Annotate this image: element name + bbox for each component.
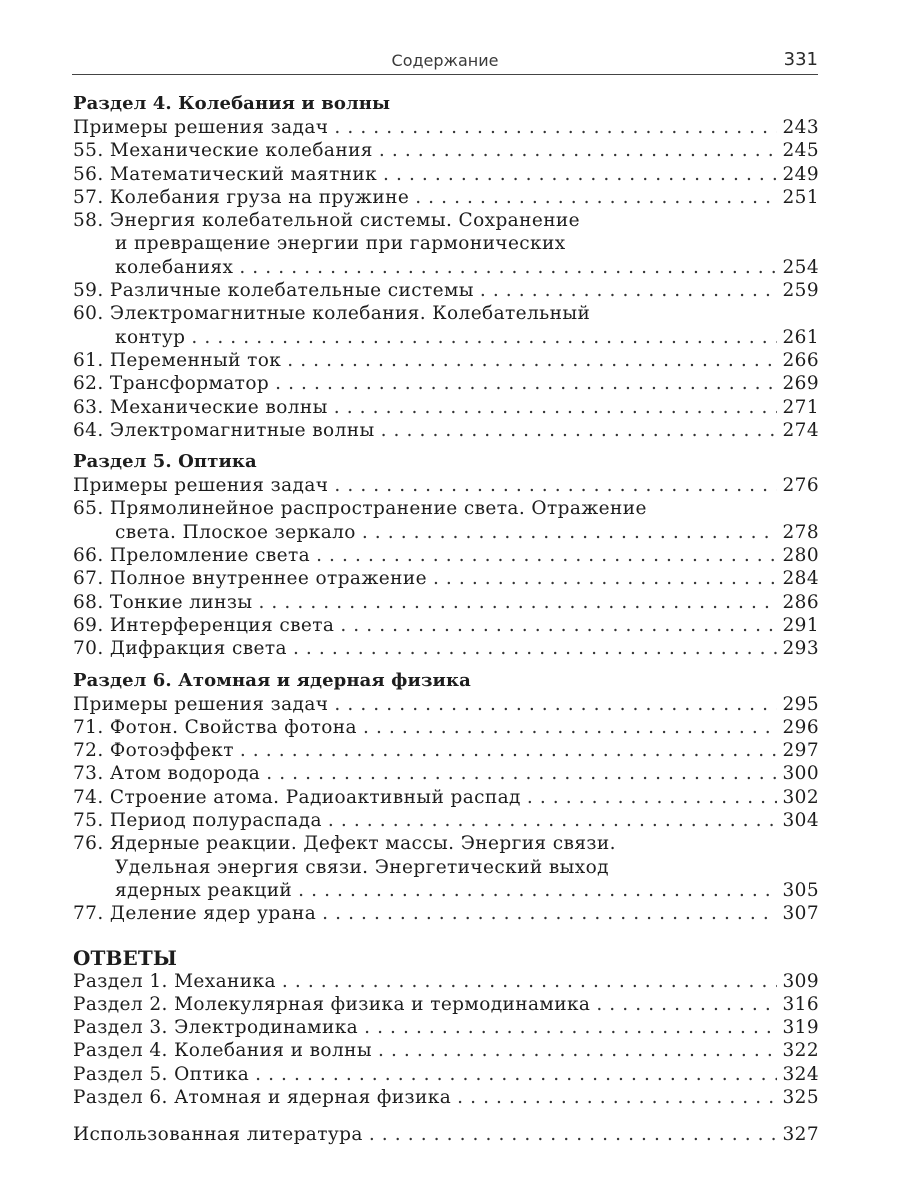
toc-entry-text: и превращение энергии при гармонических	[115, 233, 566, 255]
toc-entry-text: 73. Атом водорода	[73, 763, 261, 785]
toc-entry[interactable]	[73, 302, 819, 349]
answers-section	[73, 946, 819, 1110]
toc-entry-text: контур	[115, 326, 186, 348]
running-header	[72, 48, 818, 75]
dot-leader	[409, 186, 777, 209]
toc-entry-text: 65. Прямолинейное распространение света. Отражение	[73, 498, 647, 520]
dot-leader	[521, 786, 777, 809]
toc-entry-text: 72. Фотоэффект	[73, 740, 234, 762]
toc-entry-page: 266	[782, 349, 819, 371]
dot-leader	[185, 326, 777, 349]
toc-entry-page: 309	[782, 970, 819, 992]
toc-entry[interactable]	[73, 186, 819, 209]
dot-leader	[287, 637, 777, 660]
toc-entry[interactable]	[73, 1123, 819, 1146]
dot-leader	[328, 693, 777, 716]
toc-entry-page: 291	[782, 614, 819, 636]
header-title: Содержание	[391, 51, 499, 70]
toc-entry-text: 77. Деление ядер урана	[73, 903, 317, 925]
toc-entry-page: 274	[782, 419, 819, 441]
dot-leader	[316, 902, 777, 925]
section-5-entries	[73, 474, 819, 660]
dot-leader	[292, 879, 777, 902]
dot-leader	[372, 1039, 777, 1062]
toc-entry[interactable]	[73, 970, 819, 993]
toc-entry[interactable]	[73, 993, 819, 1016]
toc-entry-page: 304	[782, 810, 819, 832]
toc-entry-text: Удельная энергия связи. Энергетический выход	[115, 856, 609, 878]
toc-entry[interactable]	[73, 693, 819, 716]
toc-entry[interactable]	[73, 1039, 819, 1062]
section-6	[73, 669, 819, 926]
dot-leader	[260, 762, 777, 785]
dot-leader	[328, 116, 777, 139]
toc-entry-text: света. Плоское зеркало	[115, 521, 356, 543]
dot-leader	[373, 139, 777, 162]
dot-leader	[234, 739, 777, 762]
toc-entry[interactable]	[73, 614, 819, 637]
toc-entry-text: 71. Фотон. Свойства фотона	[73, 716, 357, 738]
section-6-entries	[73, 693, 819, 926]
toc-entry-page: 284	[782, 568, 819, 590]
toc-entry-page: 245	[782, 140, 819, 162]
toc-entry-page: 296	[782, 716, 819, 738]
toc-entry-text: 59. Различные колебательные системы	[73, 280, 474, 302]
toc-entry-text: 67. Полное внутреннее отражение	[73, 568, 427, 590]
toc-entry-text: Раздел 3. Электродинамика	[73, 1017, 359, 1039]
toc-entry-page: 316	[782, 993, 819, 1015]
toc-entry-page: 322	[782, 1040, 819, 1062]
toc-entry-page: 327	[782, 1124, 819, 1146]
dot-leader	[322, 809, 777, 832]
literature-entries	[73, 1123, 819, 1146]
toc-entry[interactable]	[73, 419, 819, 442]
section-4-title: Раздел 4. Колебания и волны	[73, 93, 391, 114]
dot-leader	[474, 279, 777, 302]
dot-leader	[451, 1086, 777, 1109]
toc-entry-page: 302	[782, 786, 819, 808]
toc-entry[interactable]	[73, 1016, 819, 1039]
toc-entry-text: 57. Колебания груза на пружине	[73, 186, 410, 208]
dot-leader	[249, 1063, 777, 1086]
toc-entry-page: 300	[782, 763, 819, 785]
toc-entry-page: 261	[782, 326, 819, 348]
toc-entry-page: 286	[782, 591, 819, 613]
toc-entry-text: ядерных реакций	[115, 879, 293, 901]
toc-entry-page: 293	[782, 638, 819, 660]
toc-entry[interactable]	[73, 786, 819, 809]
section-5	[73, 450, 819, 660]
toc-entry[interactable]	[73, 474, 819, 497]
section-4	[73, 92, 819, 442]
toc-entry-page: 278	[782, 521, 819, 543]
toc-entry[interactable]	[73, 1063, 819, 1086]
toc-entry-text: колебаниях	[115, 256, 234, 278]
toc-entry[interactable]	[73, 349, 819, 372]
toc-entry-page: 276	[782, 475, 819, 497]
dot-leader	[375, 419, 777, 442]
toc-entry-text: 63. Механические волны	[73, 396, 328, 418]
dot-leader	[377, 163, 777, 186]
toc-entry-page: 271	[782, 396, 819, 418]
toc-entry[interactable]	[73, 637, 819, 660]
dot-leader	[427, 567, 777, 590]
toc-entry-text: Примеры решения задач	[73, 475, 329, 497]
toc-entry-text: Раздел 6. Атомная и ядерная физика	[73, 1086, 452, 1108]
dot-leader	[356, 521, 777, 544]
toc-entry-text: 60. Электромагнитные колебания. Колебательный	[73, 303, 591, 325]
answers-title: ОТВЕТЫ	[73, 945, 177, 970]
section-4-entries	[73, 116, 819, 442]
header-page-number: 331	[783, 49, 818, 70]
toc-entry[interactable]	[73, 716, 819, 739]
toc-entry-text: 70. Дифракция света	[73, 638, 287, 660]
dot-leader	[363, 1123, 777, 1146]
literature-section	[73, 1123, 819, 1146]
toc-entry-text: 55. Механические колебания	[73, 140, 373, 162]
dot-leader	[269, 372, 777, 395]
section-6-title: Раздел 6. Атомная и ядерная физика	[73, 669, 471, 691]
toc-entry-page: 295	[782, 693, 819, 715]
toc-entry-text: Раздел 1. Механика	[73, 970, 276, 992]
dot-leader	[358, 1016, 777, 1039]
toc-entry-page: 319	[782, 1017, 819, 1039]
dot-leader	[334, 614, 777, 637]
section-5-title: Раздел 5. Оптика	[73, 451, 257, 473]
table-of-contents	[73, 92, 819, 1147]
toc-entry-text: 66. Преломление света	[73, 545, 311, 567]
toc-entry[interactable]	[73, 591, 819, 614]
toc-entry[interactable]	[73, 372, 819, 395]
toc-entry-text: Раздел 2. Молекулярная физика и термодинамика	[73, 993, 591, 1015]
dot-leader	[281, 349, 777, 372]
toc-entry[interactable]	[73, 279, 819, 302]
toc-entry-text: Раздел 5. Оптика	[73, 1063, 250, 1085]
toc-entry-page: 324	[782, 1063, 819, 1085]
toc-entry[interactable]	[73, 739, 819, 762]
dot-leader	[252, 591, 777, 614]
toc-entry-text: 76. Ядерные реакции. Дефект массы. Энергия связи.	[73, 833, 616, 855]
toc-entry-text: 61. Переменный ток	[73, 349, 282, 371]
toc-entry-page: 325	[782, 1086, 819, 1108]
toc-entry-text: Примеры решения задач	[73, 117, 329, 138]
answers-entries	[73, 970, 819, 1110]
toc-entry-text: Примеры решения задач	[73, 693, 329, 715]
toc-entry-text: 75. Период полураспада	[73, 810, 322, 832]
dot-leader	[276, 970, 777, 993]
toc-entry-page: 254	[782, 256, 819, 278]
toc-entry-page: 243	[782, 117, 819, 138]
toc-entry[interactable]	[73, 163, 819, 186]
toc-entry-page: 297	[782, 740, 819, 762]
toc-entry-page: 259	[782, 280, 819, 302]
toc-entry[interactable]	[73, 544, 819, 567]
toc-entry-text: Раздел 4. Колебания и волны	[73, 1040, 372, 1062]
toc-entry-page: 249	[782, 163, 819, 185]
toc-entry-text: 69. Интерференция света	[73, 614, 335, 636]
dot-leader	[233, 256, 777, 279]
toc-entry-text: 68. Тонкие линзы	[73, 591, 253, 613]
toc-entry-text: 58. Энергия колебательной системы. Сохранение	[73, 210, 581, 232]
toc-entry[interactable]	[73, 209, 819, 279]
toc-entry-text: 56. Математический маятник	[73, 163, 378, 185]
toc-entry-text: 62. Трансформатор	[73, 373, 270, 395]
toc-entry[interactable]	[73, 1086, 819, 1109]
toc-entry[interactable]	[73, 809, 819, 832]
toc-entry[interactable]	[73, 902, 819, 925]
dot-leader	[328, 396, 777, 419]
dot-leader	[310, 544, 777, 567]
toc-entry[interactable]	[73, 116, 819, 139]
toc-entry[interactable]	[73, 497, 819, 544]
toc-entry-page: 305	[782, 879, 819, 901]
toc-entry-text: Использованная литература	[73, 1124, 363, 1146]
toc-entry[interactable]	[73, 762, 819, 785]
dot-leader	[328, 474, 777, 497]
dot-leader	[357, 716, 777, 739]
toc-entry[interactable]	[73, 567, 819, 590]
toc-entry[interactable]	[73, 832, 819, 902]
toc-entry-text: 64. Электромагнитные волны	[73, 419, 375, 441]
toc-entry-text: 74. Строение атома. Радиоактивный распад	[73, 786, 521, 808]
toc-entry-page: 269	[782, 373, 819, 395]
dot-leader	[590, 993, 777, 1016]
toc-entry-page: 280	[782, 545, 819, 567]
toc-entry[interactable]	[73, 139, 819, 162]
toc-entry-page: 307	[782, 903, 819, 925]
toc-entry-page: 251	[782, 186, 819, 208]
toc-entry[interactable]	[73, 396, 819, 419]
